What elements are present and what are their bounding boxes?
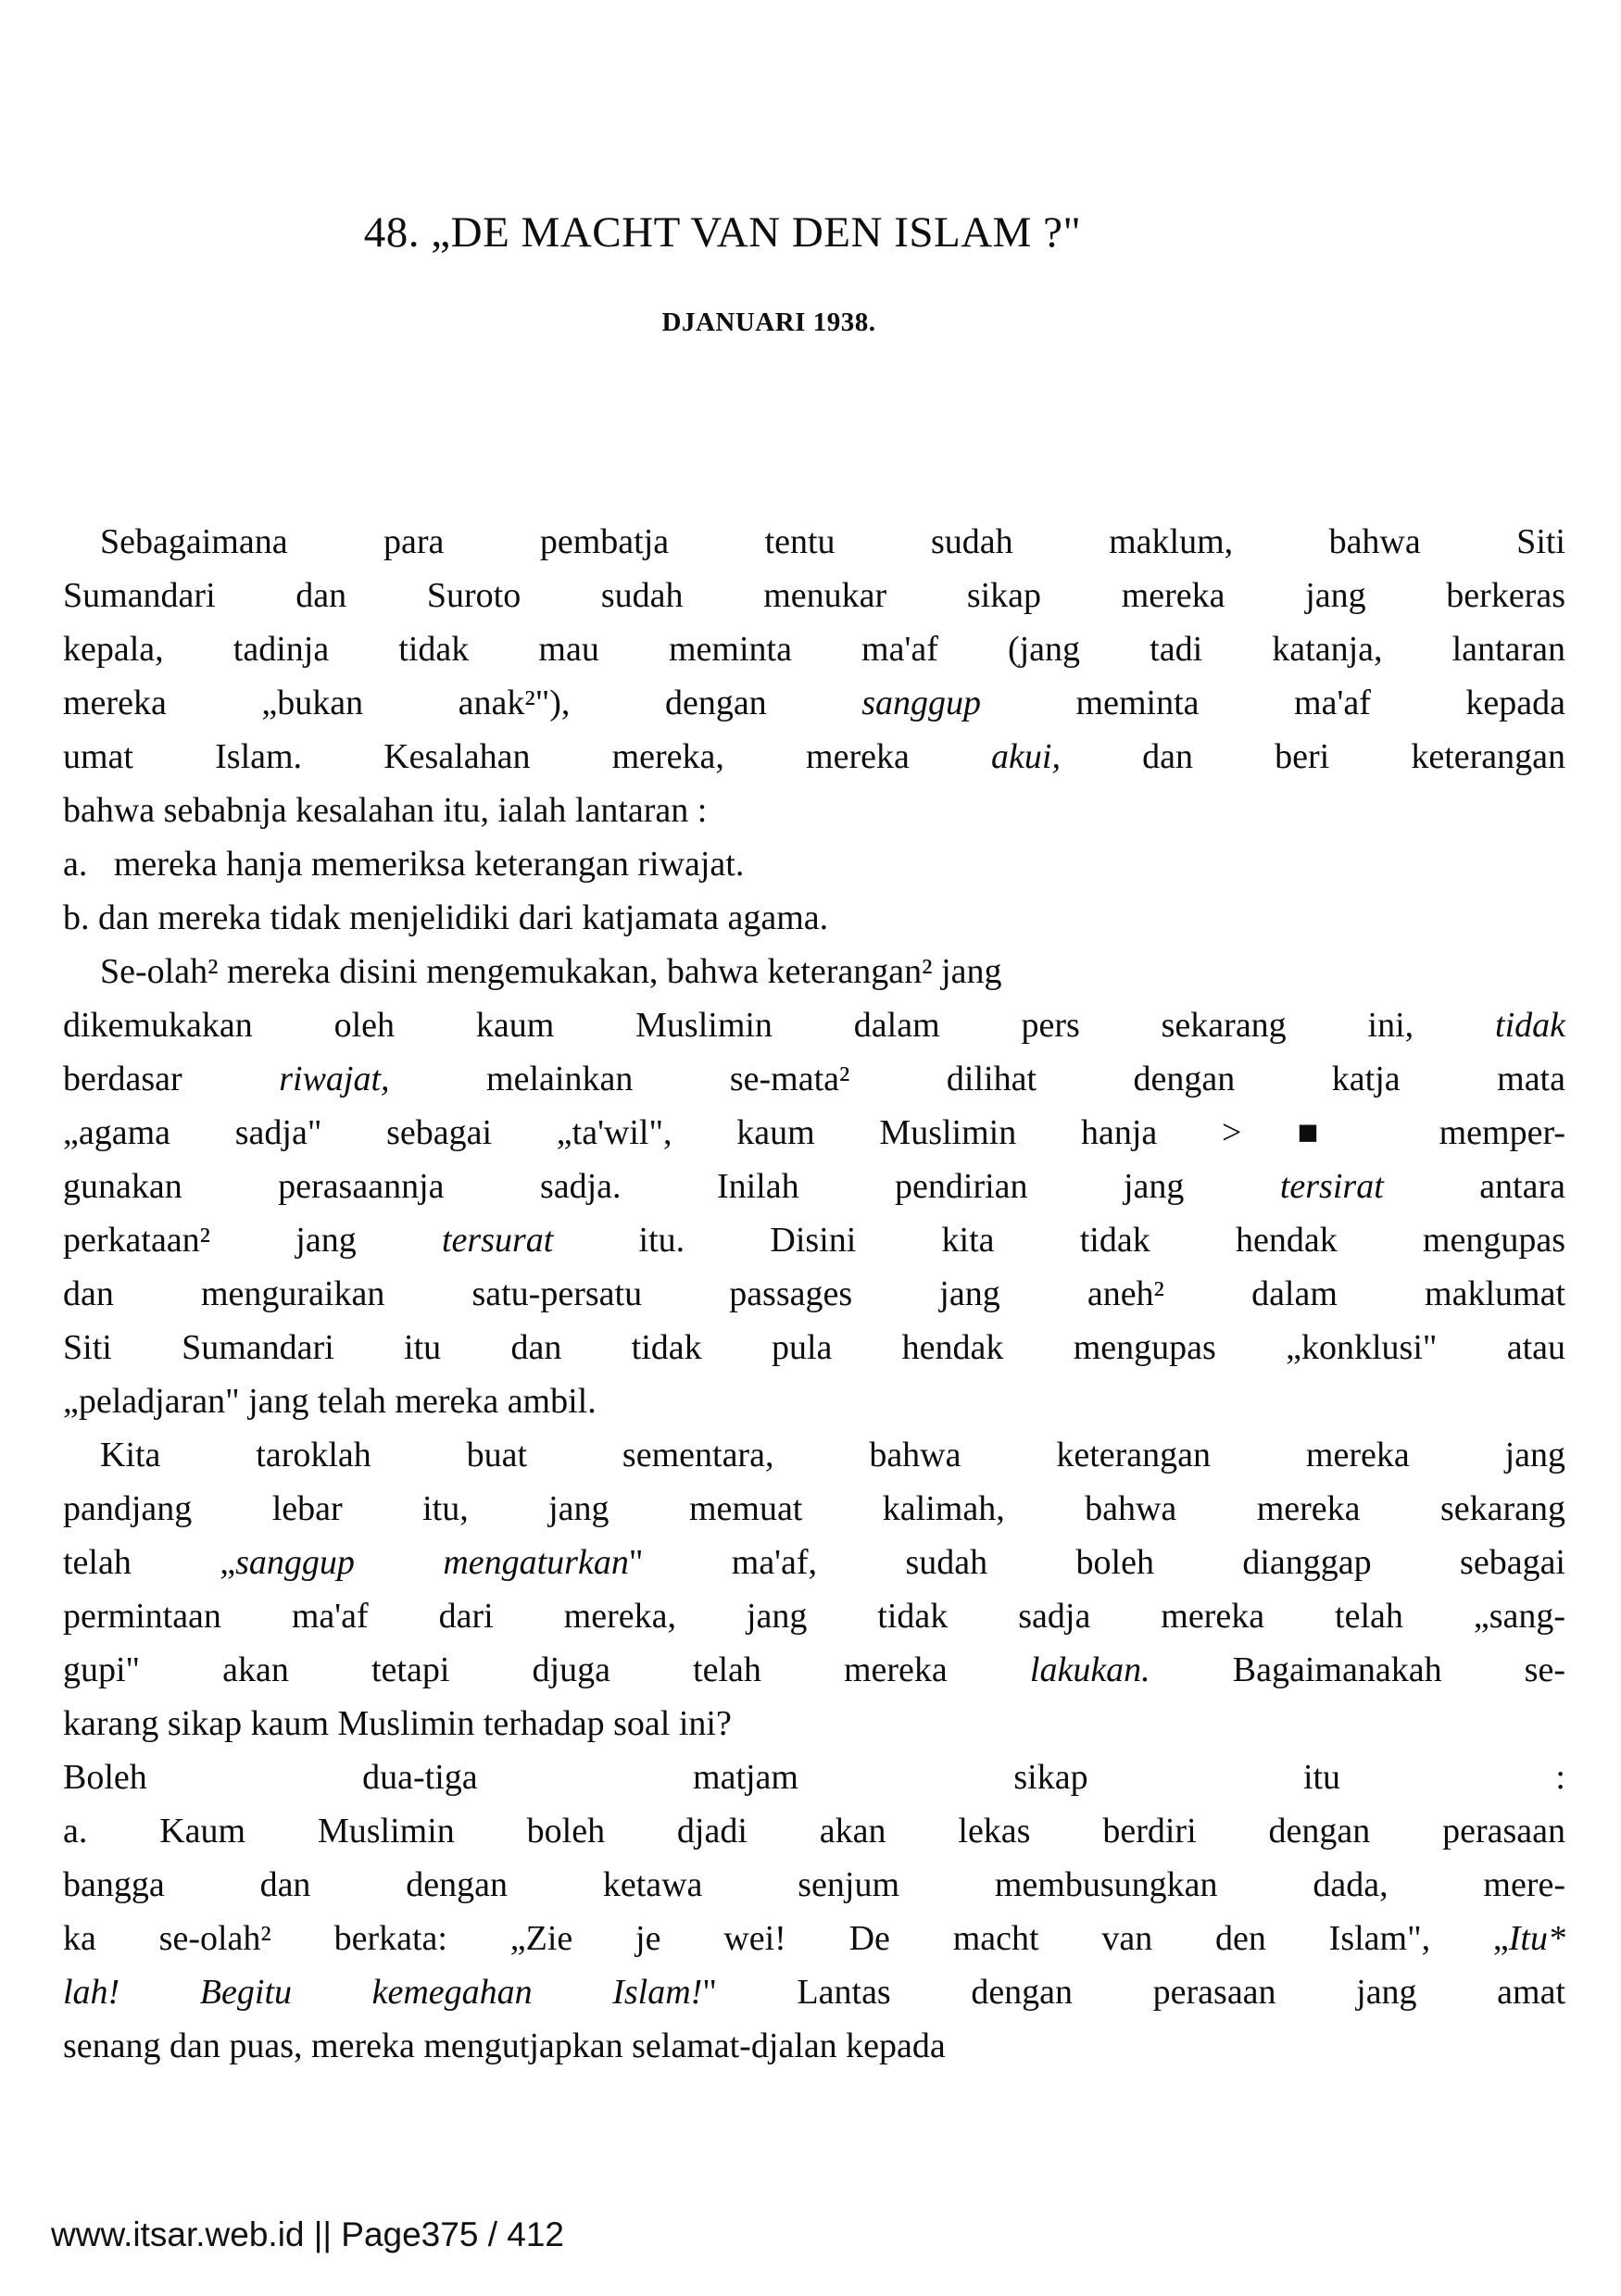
text-line: a. mereka hanja memeriksa keterangan riwajat. xyxy=(63,845,745,884)
text-line: „peladjaran" jang telah mereka ambil. xyxy=(63,1382,597,1421)
text-line: Sumandari dan Suroto sudah menukar sikap mereka jang berkeras xyxy=(63,576,1565,615)
body-text xyxy=(63,515,1565,2073)
text-line: permintaan ma'af dari mereka, jang tidak sadja mereka telah „sang- xyxy=(63,1597,1565,1636)
text-line: Se-olah² mereka disini mengemukakan, bahwa keterangan² jang xyxy=(100,952,1002,991)
text-line: kepala, tadinja tidak mau meminta ma'af (jang tadi katanja, lantaran xyxy=(63,630,1565,669)
text-line: „agama sadja" sebagai „ta'wil", kaum Muslimin hanja >■ memper- xyxy=(63,1113,1565,1152)
text-line: ka se-olah² berkata: „Zie je wei! De macht van den Islam", „Itu* xyxy=(63,1919,1565,1958)
text-line: Boleh dua-tiga matjam sikap itu : xyxy=(63,1758,1565,1797)
text-line: telah „sanggup mengaturkan" ma'af, sudah boleh dianggap sebagai xyxy=(63,1543,1565,1582)
text-line: perkataan² jang tersurat itu. Disini kita tidak hendak mengupas xyxy=(63,1221,1566,1260)
footer-watermark: www.itsar.web.id || Page375 / 412 xyxy=(51,2215,564,2253)
text-line: umat Islam. Kesalahan mereka, mereka akui, dan beri keterangan xyxy=(63,737,1566,776)
text-line: Siti Sumandari itu dan tidak pula hendak mengupas „konklusi" atau xyxy=(63,1328,1565,1367)
text-line: Kita taroklah buat sementara, bahwa keterangan mereka jang xyxy=(100,1436,1565,1474)
page-subtitle-date: DJANUARI 1938. xyxy=(661,307,876,337)
text-line: berdasar riwajat, melainkan se-mata² dilihat dengan katja mata xyxy=(63,1060,1565,1098)
text-line: dikemukakan oleh kaum Muslimin dalam pers sekarang ini, tidak xyxy=(63,1006,1565,1045)
text-line: bahwa sebabnja kesalahan itu, ialah lantaran : xyxy=(63,791,708,830)
text-line: senang dan puas, mereka mengutjapkan selamat-djalan kepada xyxy=(63,2026,946,2065)
text-line: pandjang lebar itu, jang memuat kalimah, bahwa mereka sekarang xyxy=(63,1489,1565,1528)
text-line: mereka „bukan anak²"), dengan sanggup meminta ma'af kepada xyxy=(63,684,1565,722)
text-line: bangga dan dengan ketawa senjum membusungkan dada, mere- xyxy=(63,1865,1565,1904)
text-line: lah! Begitu kemegahan Islam!" Lantas dengan perasaan jang amat xyxy=(63,1973,1565,2012)
text-line: gunakan perasaannja sadja. Inilah pendirian jang tersirat antara xyxy=(63,1167,1566,1206)
text-line: karang sikap kaum Muslimin terhadap soal ini? xyxy=(63,1704,732,1743)
page-title: 48. „DE MACHT VAN DEN ISLAM ?" xyxy=(363,208,1082,257)
text-line: b. dan mereka tidak menjelidiki dari katjamata agama. xyxy=(63,898,829,937)
text-line: Sebagaimana para pembatja tentu sudah maklum, bahwa Siti xyxy=(100,522,1565,561)
text-line: dan menguraikan satu-persatu passages jang aneh² dalam maklumat xyxy=(63,1274,1565,1313)
text-line: gupi" akan tetapi djuga telah mereka lakukan. Bagaimanakah se- xyxy=(63,1650,1565,1689)
text-line: a. Kaum Muslimin boleh djadi akan lekas berdiri dengan perasaan xyxy=(63,1812,1565,1851)
